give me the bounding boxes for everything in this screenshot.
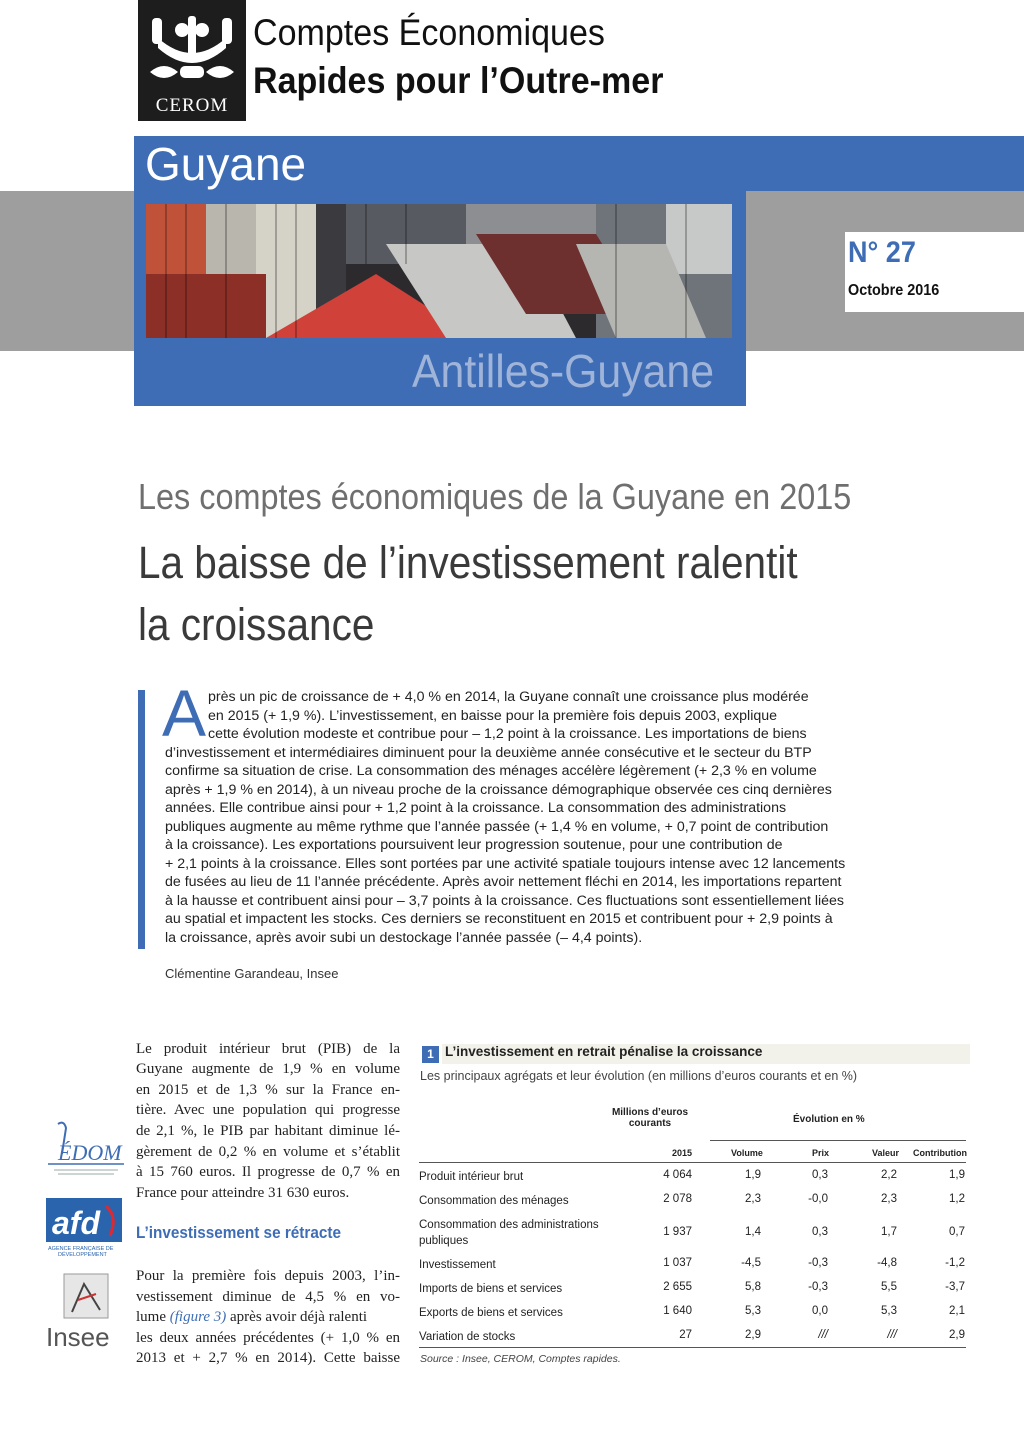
summary-line: années. Elle contribue ainsi pour + 1,2 point à la croissance. La consommation des administrations [165, 800, 787, 816]
body-text-line: vestissement diminue de 4,5 % en vo- [136, 1289, 400, 1305]
table-cell: 0,3 [812, 1226, 828, 1238]
table-cell: 1,9 [949, 1169, 965, 1181]
issue-number: N° 27 [848, 236, 916, 269]
iedom-logo [44, 1120, 126, 1184]
table-cell: 0,3 [812, 1169, 828, 1181]
section-heading: L’investissement se rétracte [136, 1223, 341, 1242]
table-cell: 1 640 [663, 1305, 692, 1317]
summary-line: publiques augmente au même rythme que l’année passée (+ 1,4 % en volume, + 0,7 point de contribution [165, 819, 829, 835]
insee-emblem-icon [44, 1270, 126, 1352]
afd-logo [44, 1196, 124, 1258]
column-group-header: Millions d’euros courants [611, 1107, 689, 1129]
table-row-label: Produit intérieur brut [419, 1171, 524, 1183]
table-row-label: Variation de stocks [419, 1331, 516, 1343]
column-header: 2015 [672, 1148, 693, 1158]
figure-source: Source : Insee, CEROM, Comptes rapides. [420, 1353, 621, 1365]
summary-line: de fusées au lieu de 11 l’année précédente. Après avoir nettement fléchi en 2014, les importations repartent [165, 874, 842, 890]
summary-line: à la croissance). Les exportations poursuivent leur progression soutenue, pour une contribution de [165, 837, 783, 853]
table-cell: 27 [679, 1329, 692, 1341]
containers-photo [146, 204, 732, 338]
table-cell: 2 655 [663, 1281, 692, 1293]
body-text-line: Pour la première fois depuis 2003, l’in- [136, 1268, 400, 1284]
table-cell: -4,5 [741, 1257, 761, 1269]
table-cell: -3,7 [945, 1281, 965, 1293]
table-cell: 0,0 [812, 1305, 828, 1317]
summary-line: près un pic de croissance de + 4,0 % en 2014, la Guyane connaît une croissance plus modérée [208, 689, 809, 705]
table-cell: 2,1 [949, 1305, 965, 1317]
table-cell: 1,2 [949, 1193, 965, 1205]
article-headline [138, 532, 822, 656]
summary-line: au spatial et impactent les stocks. Ces derniers se reconstituent en 2015 et contribuent pour + 2,9 points à [165, 911, 833, 927]
figure-subtitle: Les principaux agrégats et leur évolution (en millions d’euros courants et en %) [420, 1069, 858, 1083]
body-text-line [136, 1307, 400, 1328]
summary-line: cette évolution modeste et contribue pour – 1,2 point à la croissance. Les importations de biens [208, 726, 807, 742]
summary-line: + 2,1 points à la croissance. Elles sont portées par une activité spatiale toujours intense avec 12 lancements [165, 856, 846, 872]
table-cell: 2,2 [881, 1169, 897, 1181]
table-cell: -0,0 [808, 1193, 828, 1205]
figure-number-badge: 1 [422, 1046, 439, 1063]
summary-accent-bar [138, 690, 145, 949]
insee-logo [44, 1270, 126, 1352]
column-header: Prix [812, 1148, 830, 1158]
summary-line: en 2015 (+ 1,9 %). L’investissement, en baisse pour la première fois depuis 2003, explique [208, 708, 778, 724]
table-row-label: Consommation des administrations publiques [419, 1219, 599, 1247]
table-cell: 4 064 [663, 1169, 692, 1181]
table-cell: /// [887, 1329, 897, 1341]
article-author: Clémentine Garandeau, Insee [165, 966, 339, 981]
table-cell: 2,3 [745, 1193, 761, 1205]
header-blue-strip [746, 136, 1024, 191]
body-text-line: en 2015 et de 1,3 % sur la France en- [136, 1082, 400, 1098]
table-cell: 2 078 [663, 1193, 692, 1205]
insee-wordmark: Insee [46, 1322, 110, 1352]
table-cell: 1,7 [881, 1226, 897, 1238]
table-cell: 5,5 [881, 1281, 897, 1293]
table-cell: -1,2 [945, 1257, 965, 1269]
table-cell: 5,3 [881, 1305, 897, 1317]
table-cell: 2,3 [881, 1193, 897, 1205]
series-title-line1: Comptes Économiques [253, 12, 605, 53]
body-text-line: tière. Avec une population qui progresse [136, 1102, 400, 1118]
summary-line: à la hausse et contribuent ainsi pour – 3,7 points à la croissance. Ces fluctuations sont essentiellement liées [165, 893, 845, 909]
cerom-emblem-icon [144, 8, 240, 96]
afd-wordmark: afd [52, 1205, 100, 1241]
headline-line: La baisse de l’investissement ralentit [138, 537, 798, 588]
body-text-line: de 2,1 %, le PIB par habitant diminue lé- [136, 1123, 400, 1139]
table-cell: -0,3 [808, 1257, 828, 1269]
table-cell: 2,9 [745, 1329, 761, 1341]
logo-text: CEROM [155, 95, 229, 116]
series-title-line2: Rapides pour l’Outre-mer [253, 60, 664, 101]
body-text-line: à 15 760 euros. Il progresse de 0,7 % en [136, 1164, 400, 1180]
body-text-fragment: lume [136, 1309, 166, 1325]
figure-reference-link[interactable]: (figure 3) [169, 1309, 227, 1325]
column-group-header: Évolution en % [793, 1114, 865, 1125]
table-rule [419, 1347, 966, 1348]
table-cell: 1,4 [745, 1226, 761, 1238]
table-cell: 1 037 [663, 1257, 692, 1269]
article-kicker: Les comptes économiques de la Guyane en 2015 [138, 476, 852, 517]
column-header: Volume [731, 1148, 763, 1158]
subregion-title: Antilles-Guyane [412, 345, 714, 397]
figure-title: L’investissement en retrait pénalise la croissance [445, 1044, 763, 1059]
table-cell: 5,8 [745, 1281, 761, 1293]
table-cell: /// [818, 1329, 828, 1341]
summary-line: confirme sa situation de crise. La consommation des ménages accélère légèrement (+ 2,3 % en volume [165, 763, 817, 779]
table-cell: 1 937 [663, 1226, 692, 1238]
table-cell: 5,3 [745, 1305, 761, 1317]
region-title: Guyane [145, 138, 307, 190]
table-row-label: Imports de biens et services [419, 1283, 563, 1295]
summary-line: la croissance, après avoir subi un destockage l’année passée (– 4,4 points). [165, 930, 643, 946]
afd-subtitle: AGENCE FRANÇAISE DE [48, 1246, 114, 1252]
table-rule [710, 1140, 966, 1141]
body-text-line: 2013 et + 2,7 % en 2014). Cette baisse [136, 1350, 400, 1366]
table-row-label: Exports de biens et services [419, 1307, 563, 1319]
table-rule [419, 1162, 966, 1163]
column-header: Valeur [872, 1148, 900, 1158]
headline-line: la croissance [138, 599, 375, 650]
body-text-line: France pour atteindre 31 630 euros. [136, 1185, 350, 1201]
body-text-line: Guyane augmente de 1,9 % en volume [136, 1061, 400, 1077]
table-cell: -4,8 [877, 1257, 897, 1269]
column-header: Contribution [913, 1148, 967, 1158]
iedom-wordmark: ÉDOM [58, 1140, 122, 1165]
body-text-line: gèrement de 0,2 % en volume et s’établit [136, 1144, 400, 1160]
summary-line: après + 1,9 % en 2014), à un niveau proche de la croissance démographique observée ces cinq dernières [165, 782, 832, 798]
body-text-line: les deux années précédentes (+ 1,0 % en [136, 1330, 400, 1346]
cerom-logo [138, 0, 246, 121]
body-text-line: Le produit intérieur brut (PIB) de la [136, 1041, 400, 1057]
summary-line: d’investissement et intermédiaires diminuent pour la deuxième année consécutive et le secteur du BTP [165, 745, 812, 761]
table-cell: -0,3 [808, 1281, 828, 1293]
table-row-label: Investissement [419, 1259, 496, 1271]
drop-cap: A [162, 676, 207, 750]
table-row-label: Consommation des ménages [419, 1195, 569, 1207]
table-cell: 1,9 [745, 1169, 761, 1181]
table-cell: 0,7 [949, 1226, 965, 1238]
svg-text:DÉVELOPPEMENT: DÉVELOPPEMENT [58, 1252, 107, 1258]
table-cell: 2,9 [949, 1329, 965, 1341]
issue-date: Octobre 2016 [848, 282, 940, 299]
body-text-fragment: après avoir déjà ralenti [230, 1309, 368, 1325]
